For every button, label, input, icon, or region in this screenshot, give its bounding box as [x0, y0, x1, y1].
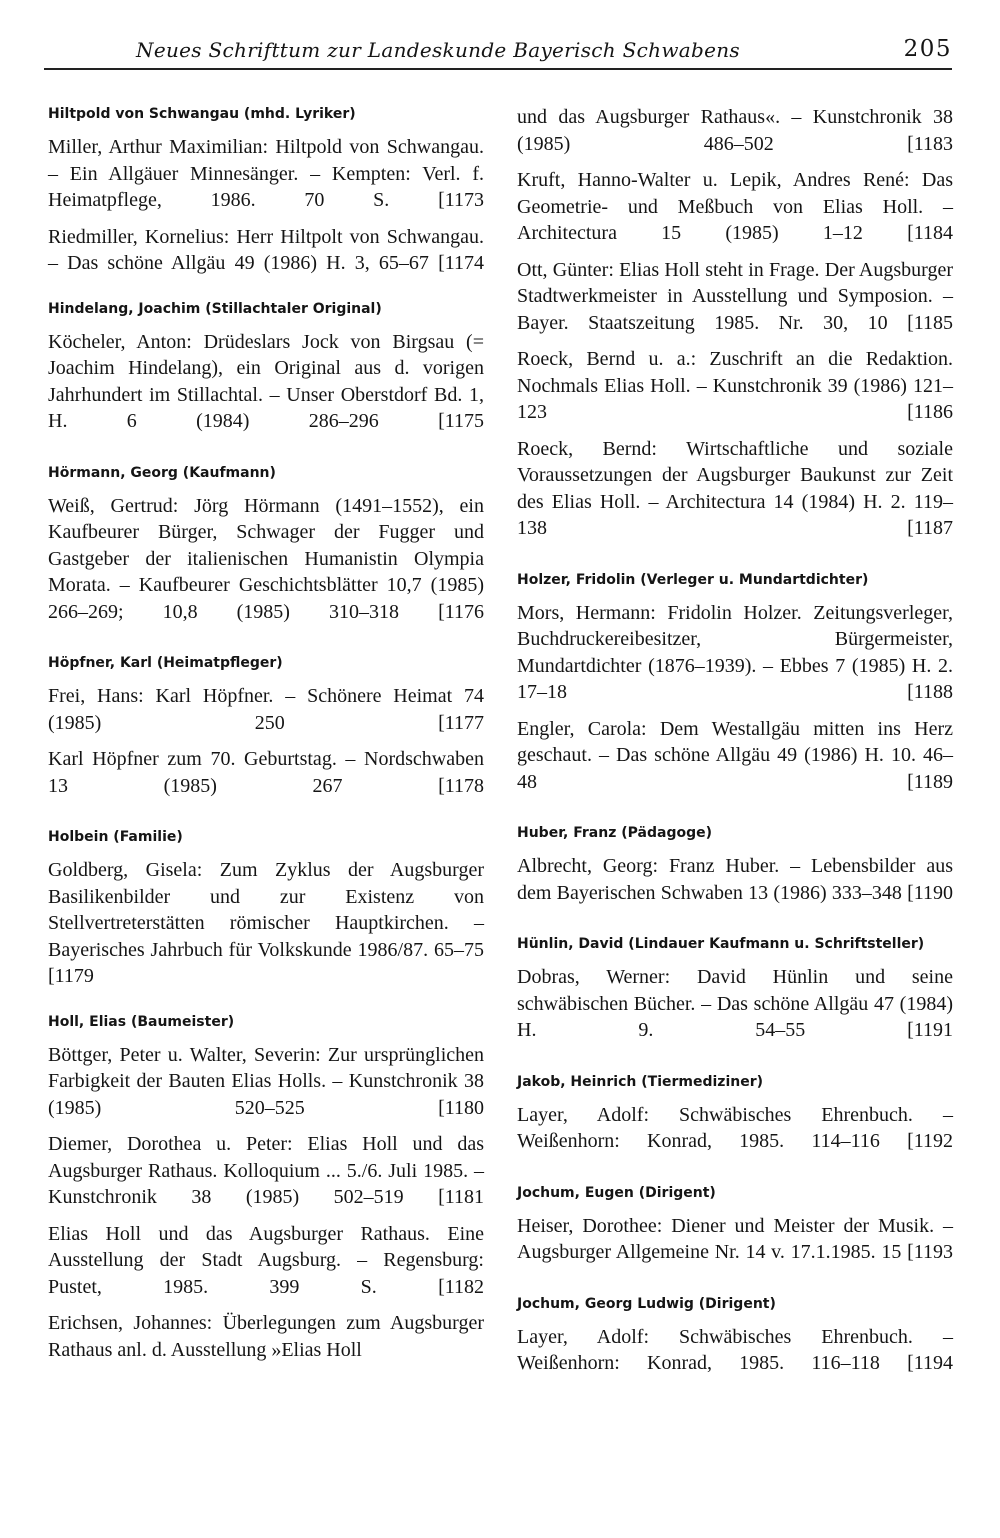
entry-text: Erichsen, Johannes: Überlegungen zum Augsburger Rathaus anl. d. Ausstellung »Elias Holl — [48, 1312, 484, 1361]
entry-text: Böttger, Peter u. Walter, Severin: Zur ursprünglichen Farbigkeit der Bauten Elias Holls. – Kunstchronik 38 (1985) 520–525 — [48, 1043, 484, 1119]
bibliography-entry — [48, 329, 484, 435]
entry-text: Albrecht, Georg: Franz Huber. – Lebensbilder aus dem Bayerischen Schwaben 13 (1986) 333–348 — [517, 855, 953, 904]
entry-text: Goldberg, Gisela: Zum Zyklus der Augsburger Basilikenbilder und zur Existenz von Stellvertreterstätten römischer Hauptkirchen. – Bayerisches Jahrbuch für Volkskunde 1986/87. 65–75 — [48, 859, 484, 961]
entry-text: Miller, Arthur Maximilian: Hiltpold von Schwangau. – Ein Allgäuer Minnesänger. – Kempten: Verl. f. Heimatpflege, 1986. 70 S. — [48, 136, 484, 211]
entry-number: [1187 — [907, 517, 953, 539]
bibliography-entry — [517, 346, 953, 426]
entry-number: [1179 — [48, 965, 94, 987]
entry-text: Karl Höpfner zum 70. Geburtstag. – Nordschwaben 13 (1985) 267 — [48, 748, 484, 797]
entry-text: Elias Holl und das Augsburger Rathaus. Eine Ausstellung der Stadt Augsburg. – Regensburg: Pustet, 1985. 399 S. — [48, 1222, 484, 1298]
bibliography-entry — [517, 600, 953, 706]
section-heading: Holbein (Familie) — [48, 829, 183, 845]
entry-number: [1194 — [907, 1352, 953, 1374]
entry-number: [1185 — [907, 311, 953, 334]
bibliography-entry — [517, 964, 953, 1044]
bibliography-entry — [48, 1042, 484, 1122]
entry-number: [1173 — [438, 189, 484, 211]
left-column — [48, 104, 484, 1373]
bibliography-entry — [48, 493, 484, 626]
section-heading: Holl, Elias (Baumeister) — [48, 1013, 235, 1030]
bibliography-entry — [517, 167, 953, 247]
entry-number: [1193 — [907, 1241, 953, 1263]
entry-text: und das Augsburger Rathaus«. – Kunstchronik 38 (1985) 486–502 — [517, 106, 953, 155]
section-heading: Hünlin, David (Lindauer Kaufmann u. Schriftsteller) — [517, 936, 925, 952]
bibliography-entry — [48, 746, 484, 799]
entry-number: [1176 — [438, 600, 484, 623]
bibliography-entry — [48, 857, 484, 990]
entry-text: Kruft, Hanno-Walter u. Lepik, Andres René: Das Geometrie- und Meßbuch von Elias Holl. – Architectura 15 (1985) 1–12 — [517, 169, 953, 244]
section-heading: Jochum, Georg Ludwig (Dirigent) — [517, 1295, 776, 1312]
running-title: Neues Schrifttum zur Landeskunde Bayerisch Schwabens — [136, 38, 740, 62]
section-heading: Hörmann, Georg (Kaufmann) — [48, 464, 276, 481]
bibliography-entry — [48, 683, 484, 736]
section-heading: Huber, Franz (Pädagoge) — [517, 825, 713, 841]
entry-number: [1178 — [438, 774, 485, 797]
entry-number: [1183 — [907, 132, 953, 155]
entry-number: [1181 — [438, 1186, 484, 1208]
bibliography-entry — [48, 134, 484, 214]
entry-text: Engler, Carola: Dem Westallgäu mitten ins Herz geschaut. – Das schöne Allgäu 49 (1986) H. 10. 46–48 — [517, 717, 953, 793]
entry-number: [1175 — [438, 410, 484, 432]
entry-number: [1191 — [907, 1019, 953, 1041]
section-heading: Höpfner, Karl (Heimatpfleger) — [48, 655, 283, 671]
bibliography-entry — [48, 224, 484, 277]
entry-number: [1180 — [438, 1096, 484, 1119]
entry-number: [1182 — [438, 1275, 484, 1298]
entry-number: [1186 — [907, 401, 953, 423]
section-heading: Jochum, Eugen (Dirigent) — [517, 1184, 716, 1201]
section-heading: Holzer, Fridolin (Verleger u. Mundartdichter) — [517, 571, 869, 588]
bibliography-entry — [517, 257, 953, 337]
entry-text: Layer, Adolf: Schwäbisches Ehrenbuch. – Weißenhorn: Konrad, 1985. 116–118 — [517, 1325, 953, 1374]
bibliography-entry — [517, 104, 953, 157]
bibliography-entry — [517, 1213, 953, 1266]
entry-number: [1177 — [438, 711, 484, 734]
bibliography-entry — [517, 853, 953, 906]
section-heading: Hindelang, Joachim (Stillachtaler Original) — [48, 300, 382, 317]
entry-text: Ott, Günter: Elias Holl steht in Frage. Der Augsburger Stadtwerkmeister in Ausstellung und Symposion. – Bayer. Staatszeitung 1985. Nr. 30, 10 — [517, 258, 953, 334]
entry-number: [1189 — [907, 770, 953, 793]
bibliography-entry — [48, 1310, 484, 1363]
entry-text: Diemer, Dorothea u. Peter: Elias Holl und das Augsburger Rathaus. Kolloquium ... 5./6. Juli 1985. – Kunstchronik 38 (1985) 502–519 — [48, 1133, 484, 1208]
entry-number: [1184 — [907, 222, 953, 244]
entry-text: Riedmiller, Kornelius: Herr Hiltpolt von Schwangau. – Das schöne Allgäu 49 (1986) H. 3, 65–67 — [48, 225, 484, 274]
entry-number: [1188 — [907, 681, 953, 703]
bibliography-entry — [517, 716, 953, 796]
section-heading: Hiltpold von Schwangau (mhd. Lyriker) — [48, 106, 356, 122]
bibliography-entry — [517, 1324, 953, 1377]
bibliography-entry — [517, 1102, 953, 1155]
right-column — [517, 104, 953, 1387]
entry-number: [1192 — [907, 1130, 953, 1152]
running-head — [44, 34, 952, 64]
bibliography-entry — [48, 1131, 484, 1211]
entry-text: Weiß, Gertrud: Jörg Hörmann (1491–1552), ein Kaufbeurer Bürger, Schwager der Fugger und Gastgeber der italienischen Humanistin Olympia Morata. – Kaufbeurer Geschichtsblätter 10,7 (1985) 266–269; 10,8 (1985) 310–318 — [48, 494, 484, 623]
entry-number: [1190 — [907, 881, 953, 904]
page-number: 205 — [903, 36, 952, 62]
header-rule — [44, 68, 952, 70]
entry-text: Frei, Hans: Karl Höpfner. – Schönere Heimat 74 (1985) 250 — [48, 685, 484, 734]
section-heading: Jakob, Heinrich (Tiermediziner) — [517, 1073, 764, 1090]
entry-text: Heiser, Dorothee: Diener und Meister der Musik. – Augsburger Allgemeine Nr. 14 v. 17.1.1985. 15 — [517, 1214, 953, 1263]
entry-text: Mors, Hermann: Fridolin Holzer. Zeitungsverleger, Buchdruckereibesitzer, Bürgermeister, Mundartdichter (1876–1939). – Ebbes 7 (1985) H. 2. 17–18 — [517, 601, 953, 703]
bibliography-entry — [48, 1221, 484, 1301]
entry-text: Layer, Adolf: Schwäbisches Ehrenbuch. – Weißenhorn: Konrad, 1985. 114–116 — [517, 1103, 953, 1152]
entry-number: [1174 — [438, 252, 485, 274]
bibliography-entry — [517, 436, 953, 542]
entry-text: Roeck, Bernd: Wirtschaftliche und soziale Voraussetzungen der Augsburger Baukunst zur Zeit des Elias Holl. – Architectura 14 (1984) H. 2. 119–138 — [517, 437, 953, 539]
entry-text: Dobras, Werner: David Hünlin und seine schwäbischen Bücher. – Das schöne Allgäu 47 (1984) H. 9. 54–55 — [517, 966, 953, 1041]
entry-text: Köcheler, Anton: Drüdeslars Jock von Birgsau (= Joachim Hindelang), ein Original aus d. vorigen Jahrhundert im Stillachtal. – Unser Oberstdorf Bd. 1, H. 6 (1984) 286–296 — [48, 330, 484, 432]
entry-text: Roeck, Bernd u. a.: Zuschrift an die Redaktion. Nochmals Elias Holl. – Kunstchronik 39 (1986) 121–123 — [517, 348, 953, 423]
